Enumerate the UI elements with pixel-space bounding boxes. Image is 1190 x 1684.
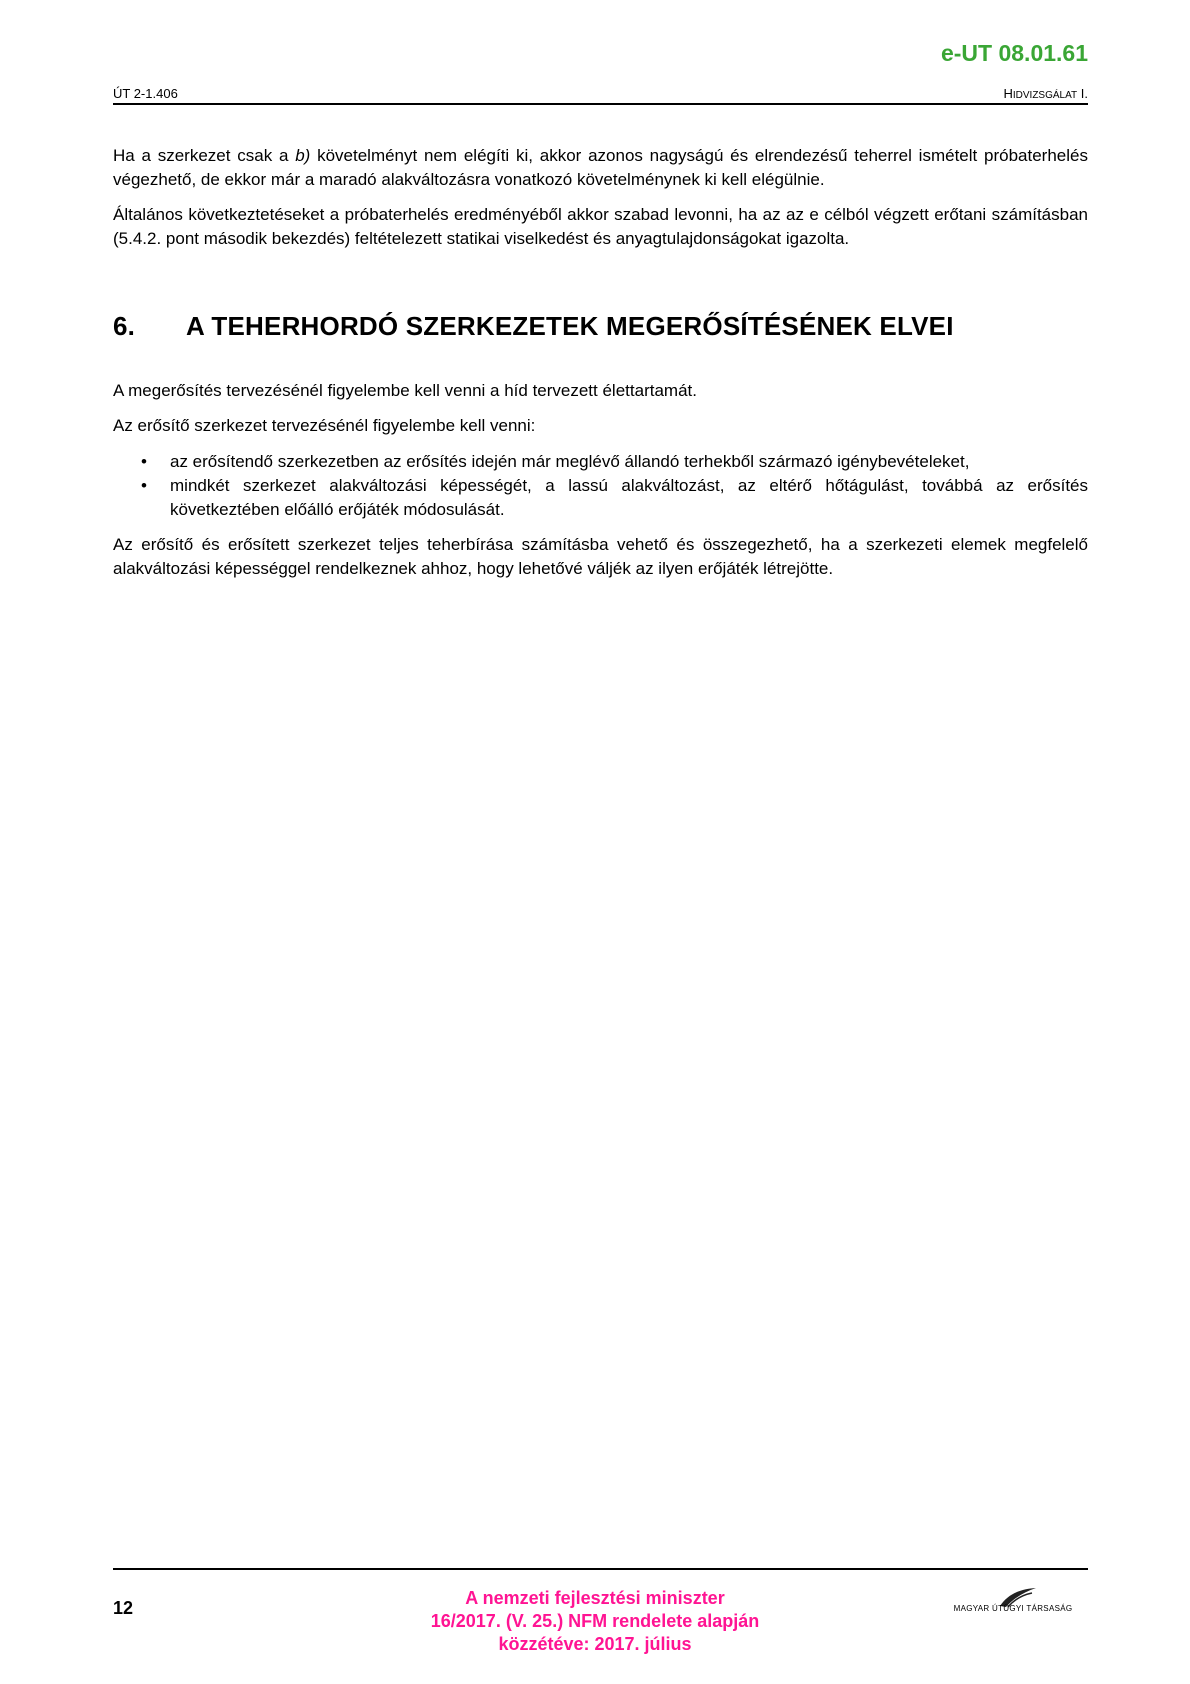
header-rule — [113, 103, 1088, 105]
paragraph-retest-text-2: követelményt nem elégíti ki, akkor azonos nagyságú és elrendezésű teherrel ismételt próbaterhelés végezhető, de ekkor már a maradó alakváltozásra vonatkozó követelménynek ki kell elégülnie. — [113, 146, 1088, 189]
paragraph-design-intro: Az erősítő szerkezet tervezésénél figyelembe kell venni: — [113, 416, 536, 435]
list-item-text: az erősítendő szerkezetben az erősítés idején már meglévő állandó terhekből származó igénybevételeket, — [170, 452, 970, 471]
paragraph-retest-emphasis: b) — [295, 146, 311, 165]
paragraph-conclusions: Általános következtetéseket a próbaterhelés eredményéből akkor szabad levonni, ha az az e célból végzett erőtani számításban (5.4.2. pont második bekezdés) feltételezett statikai viselkedést és anyagtulajdonságokat igazolta. — [113, 205, 1088, 248]
paragraph-capacity: Az erősítő és erősített szerkezet teljes teherbírása számításba vehető és összegezhető, ha a szerkezeti elemek megfelelő alakváltozási képességgel rendelkeznek ahhoz, hogy lehetővé váljék az ilyen erőjáték létrejötte. — [113, 535, 1088, 578]
header-title-initial: H — [1003, 86, 1013, 101]
paragraph-lifetime: A megerősítés tervezésénél figyelembe kell venni a híd tervezett élettartamát. — [113, 381, 697, 400]
header-title-smallcaps: IDVIZSGÁLAT — [1012, 90, 1078, 101]
footer-line-3: közzétéve: 2017. július — [498, 1634, 692, 1654]
document-code: e-UT 08.01.61 — [940, 40, 1088, 66]
paragraph-retest — [113, 144, 1088, 192]
footer-rule — [113, 1568, 1088, 1570]
page-number: 12 — [113, 1598, 134, 1618]
section-number: 6. — [113, 311, 136, 341]
footer-publication-note — [395, 1587, 795, 1656]
logo-text: MAGYAR ÚTÜGYI TÁRSASÁG — [953, 1604, 1073, 1613]
header-title-suffix: I. — [1077, 86, 1088, 101]
main-content — [113, 144, 1088, 592]
list-item — [113, 450, 1088, 474]
bullet-icon: • — [141, 452, 147, 471]
bullet-icon: • — [141, 476, 147, 495]
society-logo — [938, 1586, 1088, 1622]
bullet-list — [113, 450, 1088, 522]
paragraph-retest-text-1: Ha a szerkezet csak a — [113, 146, 296, 165]
section-title: A TEHERHORDÓ SZERKEZETEK MEGERŐSÍTÉSÉNEK ELVEI — [186, 311, 954, 341]
list-item-text: mindkét szerkezet alakváltozási képességét, a lassú alakváltozást, az eltérő hőtágulást, továbbá az erősítés következtében előálló erőjáték módosulását. — [170, 476, 1088, 519]
header-doc-title — [1003, 86, 1088, 101]
header-doc-id: ÚT 2-1.406 — [113, 86, 178, 101]
section-heading — [113, 311, 1088, 379]
footer-line-2: 16/2017. (V. 25.) NFM rendelete alapján — [430, 1611, 760, 1631]
footer-line-1: A nemzeti fejlesztési miniszter — [465, 1588, 725, 1608]
list-item — [113, 474, 1088, 522]
